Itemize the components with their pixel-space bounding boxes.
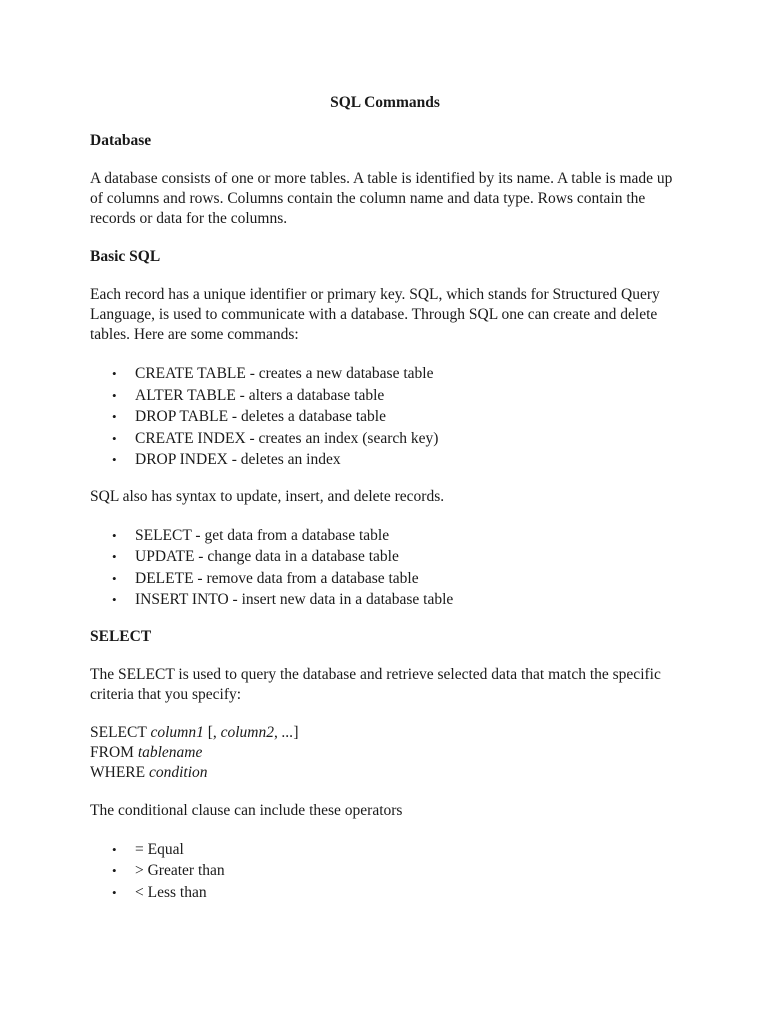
database-heading: Database — [90, 132, 152, 149]
bullet-icon: • — [112, 549, 117, 564]
basic-sql-heading: Basic SQL — [90, 248, 161, 265]
list-item: • CREATE TABLE - creates a new database table — [90, 363, 680, 385]
bullet-icon: • — [112, 841, 117, 857]
list-item: • = Equal — [90, 839, 680, 861]
bullet-icon: • — [112, 570, 117, 586]
page-title: SQL Commands — [330, 94, 440, 111]
list-item: • INSERT INTO - insert new data in a database table — [90, 589, 680, 611]
select-syntax-block — [90, 723, 680, 783]
syntax-line-select: SELECT column1 [, column2, ...] — [90, 723, 299, 741]
list-item: • DROP TABLE - deletes a database table — [90, 406, 680, 428]
bullet-icon: • — [112, 387, 117, 403]
select-heading: SELECT — [90, 627, 152, 645]
document-page — [90, 93, 680, 919]
bullet-icon: • — [112, 592, 117, 607]
syntax-line-where: WHERE condition — [90, 763, 208, 781]
list-item: • < Less than — [90, 882, 680, 904]
bullet-icon: • — [112, 430, 117, 446]
bullet-icon: • — [112, 863, 117, 878]
basic-sql-paragraph: Each record has a unique identifier or primary key. SQL, which stands for Structured Query Language, is used to communicate with a database. Through SQL one can create and delete tables. Here are some commands: — [90, 286, 660, 343]
list-item: • > Greater than — [90, 860, 680, 882]
syntax-line-from: FROM tablename — [90, 743, 203, 761]
record-commands-list — [90, 525, 680, 611]
select-paragraph: The SELECT is used to query the database and retrieve selected data that match the specific criteria that you specify: — [90, 665, 661, 703]
bullet-icon: • — [112, 452, 117, 467]
list-item: • CREATE INDEX - creates an index (search key) — [90, 428, 680, 450]
conditional-paragraph: The conditional clause can include these operators — [90, 801, 403, 819]
bullet-icon: • — [112, 527, 117, 543]
operators-list — [90, 839, 680, 904]
database-paragraph: A database consists of one or more tables. A table is identified by its name. A table is made up of columns and rows. Columns contain the column name and data type. Rows contain the records or data for the columns. — [90, 170, 673, 227]
bullet-icon: • — [112, 366, 117, 381]
list-item: • ALTER TABLE - alters a database table — [90, 385, 680, 407]
commands-list — [90, 363, 680, 471]
list-item: • SELECT - get data from a database table — [90, 525, 680, 547]
record-syntax-paragraph: SQL also has syntax to update, insert, and delete records. — [90, 487, 445, 505]
bullet-icon: • — [112, 409, 117, 424]
list-item: • DROP INDEX - deletes an index — [90, 449, 680, 471]
list-item: • DELETE - remove data from a database table — [90, 568, 680, 590]
bullet-icon: • — [112, 884, 117, 900]
list-item: • UPDATE - change data in a database table — [90, 546, 680, 568]
